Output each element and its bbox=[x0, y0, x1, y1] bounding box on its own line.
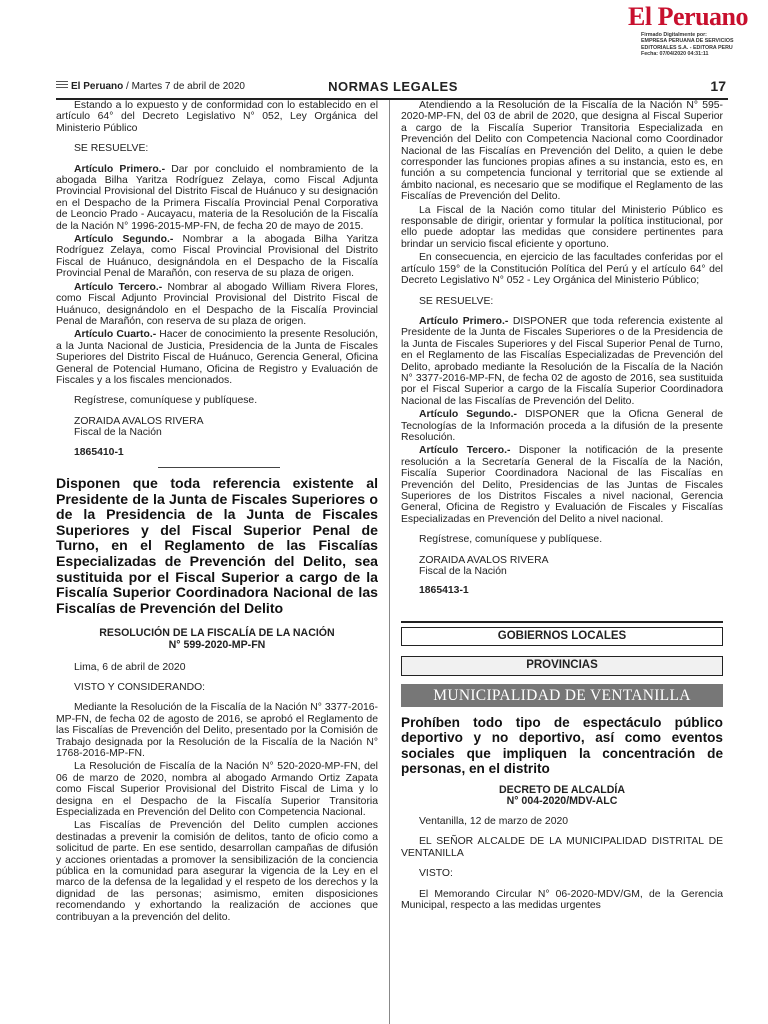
subsection-provincias: PROVINCIAS bbox=[401, 656, 723, 675]
article-text: Nombrar a la abogada Bilha Yaritza Rodríguez Zelaya, como Fiscal Provincial Provisional del Distrito Fiscal de Huánuco, designándola en el Despacho de la Fiscalía Provincial Penal de Marañón, con reserva de su plaza de origen. bbox=[56, 234, 378, 280]
article-text: DISPONER que toda referencia existente al Presidente de la Junta de Fiscales Superiores o de la Presidencia de la Junta de Fiscales Superiores y del Fiscal Superior Penal de Turno, en el Reglamento de las Fiscalías Especializadas de Prevención del Delito, aprobado mediante la Resolución de la Fiscalía de la Nación N° 3377-2016-MP-FN, de fecha 02 de agosto de 2016, sea sustituida por el Fiscal Superior a cargo de la Fiscalía Superior Coordinadora Nacional de las Fiscalías de Prevención del Delito. bbox=[401, 315, 723, 407]
decree-number: N° 004-2020/MDV-ALC bbox=[506, 795, 618, 808]
signer-title: Fiscal de la Nación bbox=[74, 427, 162, 439]
resuelve-label: SE RESUELVE: bbox=[74, 143, 149, 155]
article-label: Artículo Primero.- bbox=[74, 163, 166, 175]
left-column bbox=[56, 100, 378, 1024]
section-title: NORMAS LEGALES bbox=[328, 79, 458, 94]
right-column bbox=[401, 100, 723, 1024]
paragraph: En consecuencia, en ejercicio de las facultades conferidas por el artículo 159° de la Constitución Política del Perú y el artículo 64° del Decreto Legislativo N° 052 - Ley Orgánica del Ministerio Público; bbox=[401, 252, 723, 287]
visto-label: VISTO Y CONSIDERANDO: bbox=[74, 681, 206, 693]
article-text: Hacer de conocimiento la presente Resolución, a la Junta Nacional de Justicia, Presidencia de la Junta de Fiscales Superiores del Distrito Fiscal de Huánuco, Gerencia General, Oficina General de Potencial Humano, Oficina de Registro y Evaluación de Fiscales y a los fiscales mencionados. bbox=[56, 329, 378, 386]
article-label: Artículo Cuarto.- bbox=[74, 329, 157, 341]
article-4 bbox=[56, 329, 378, 386]
article-label: Artículo Tercero.- bbox=[419, 445, 511, 457]
column-divider bbox=[389, 100, 390, 1024]
signer-title: Fiscal de la Nación bbox=[419, 566, 507, 578]
article-label: Artículo Segundo.- bbox=[419, 409, 518, 421]
article-headline: Disponen que toda referencia existente al Presidente de la Junta de Fiscales Superiores o de la Presidencia de la Junta de Fiscales Superiores y del Fiscal Superior Penal de Turno, en el Reglamento de las Fiscalías Especializadas de Prevención del Delito, sea sustituida por el Fiscal Superior a cargo de la Fiscalía Superior Coordinadora Nacional de las Fiscalías de Prevención del Delito bbox=[56, 474, 378, 616]
registrese: Regístrese, comuníquese y publíquese. bbox=[74, 395, 258, 407]
page-number: 17 bbox=[710, 78, 726, 94]
alcalde-line: EL SEÑOR ALCALDE DE LA MUNICIPALIDAD DISTRITAL DE VENTANILLA bbox=[401, 836, 723, 859]
paragraph: La Fiscal de la Nación como titular del Ministerio Público es responsable de dirigir, orientar y formular la política institucional, por ello puede adoptar las medidas que considere pertinentes para brindar un servicio fiscal eficiente y oportuno. bbox=[401, 204, 723, 250]
article-text: Nombrar al abogado William Rivera Flores, como Fiscal Adjunto Provincial Provisional del Distrito Fiscal de Huánuco, designándolo en el Despacho de la Fiscalía Provincial Penal de Marañón, con reserva de su plaza de origen. bbox=[56, 281, 378, 327]
paragraph: Las Fiscalías de Prevención del Delito cumplen acciones destinadas a prevenir la comisión de delitos, tanto de oficio como a solicitud de parte. En ese sentido, desarrollan campañas de difusión y acciones orientadas a promover la sensibilización de la conciencia pública en la comunidad para asegurar la vigencia de la Ley en el marco de la defensa de la legalidad y el respeto de los derechos y la dignidad de las personas; asimismo, emiten disposiciones recomendando y exhortando la realización de acciones que contribuyan a la prevención del delito. bbox=[56, 820, 378, 923]
running-header-paper bbox=[56, 81, 245, 92]
article-2 bbox=[56, 234, 378, 280]
article-2 bbox=[401, 409, 723, 443]
resolution-title bbox=[56, 628, 378, 651]
separator-line bbox=[158, 467, 280, 468]
article-text: Dar por concluido el nombramiento de la abogada Bilha Yaritza Rodríguez Zelaya, como Fiscal Adjunta Provincial Provisional del Distrito Fiscal de Huánuco y su designación en el Despacho de la Primera Fiscalía Provincial Penal Corporativa de Leoncio Prado - Aucayacu, materia de la Resolución de la Fiscalía de la Nación N° 1996-2015-MP-FN, de fecha 20 de mayo de 2015. bbox=[56, 163, 378, 232]
visto-label: VISTO: bbox=[419, 868, 453, 880]
resolution-number: N° 599-2020-MP-FN bbox=[168, 638, 266, 651]
sign-line: Fecha: 07/04/2020 04:31:11 bbox=[641, 51, 709, 58]
institution-banner: MUNICIPALIDAD DE VENTANILLA bbox=[401, 684, 723, 707]
running-header bbox=[56, 78, 728, 100]
paragraph: La Resolución de Fiscalía de la Nación N° 520-2020-MP-FN, del 06 de marzo de 2020, nombra al abogado Armando Ortiz Zapata como Fiscal Superior Provisional del Distrito Fiscal de Lima y lo designa en el Despacho de la Fiscalía Superior Transitoria Especializada en Prevención del Delito con Competencia Nacional. bbox=[56, 761, 378, 818]
sign-line: Firmado Digitalmente por: bbox=[641, 32, 707, 38]
article-label: Artículo Tercero.- bbox=[74, 281, 163, 293]
article-1 bbox=[401, 316, 723, 407]
digital-signature-box bbox=[641, 32, 765, 58]
publication-number: 1865410-1 bbox=[74, 446, 124, 458]
masthead bbox=[0, 0, 768, 76]
resolution-title-line: RESOLUCIÓN DE LA FISCALÍA DE LA NACIÓN bbox=[99, 627, 335, 640]
decree-title bbox=[401, 785, 723, 808]
paper-name: El Peruano bbox=[71, 81, 124, 92]
newspaper-icon bbox=[56, 81, 68, 90]
publication-number: 1865413-1 bbox=[419, 585, 469, 597]
decree-title-line: DECRETO DE ALCALDÍA bbox=[499, 783, 625, 796]
signer-name: ZORAIDA AVALOS RIVERA bbox=[74, 415, 204, 427]
paragraph: Estando a lo expuesto y de conformidad con lo establecido en el artículo 64° del Decreto Legislativo N° 052, Ley Orgánica del Ministerio Público bbox=[56, 100, 378, 134]
article-label: Artículo Segundo.- bbox=[74, 234, 174, 246]
registrese: Regístrese, comuníquese y publíquese. bbox=[419, 534, 603, 546]
signer-name: ZORAIDA AVALOS RIVERA bbox=[419, 554, 549, 566]
article-1 bbox=[56, 164, 378, 232]
article-headline: Prohíben todo tipo de espectáculo público deportivo y no deportivo, así como eventos sociales que impliquen la concentración de personas, en el distrito bbox=[401, 715, 723, 777]
place-date: Lima, 6 de abril de 2020 bbox=[74, 661, 186, 673]
article-3 bbox=[56, 282, 378, 328]
article-text: DISPONER que la Oficna General de Tecnologías de la Información proceda a la difusión de la presente Resolución. bbox=[401, 409, 723, 443]
paragraph: Atendiendo a la Resolución de la Fiscalía de la Nación N° 595-2020-MP-FN, del 03 de abril de 2020, que designa al Fiscal Superior a cargo de la Fiscalía Superior Transitoria Especializada en Prevención del Delito con Competencia Nacional como Coordinador Nacional de las Fiscalías en Prevención del Delito, a quien le debe corresponder las funciones propias afines a su instancia, esto es, en función a su competencia funcional y territorial que se extiende al ámbito nacional, es necesario que se modifique el Reglamento de las Fiscalías de Prevención del Delito. bbox=[401, 100, 723, 203]
section-divider bbox=[401, 621, 723, 646]
article-3 bbox=[401, 445, 723, 525]
section-gobiernos-locales: GOBIERNOS LOCALES bbox=[401, 627, 723, 646]
paragraph: El Memorando Circular N° 06-2020-MDV/GM, de la Gerencia Municipal, respecto a las medidas urgentes bbox=[401, 888, 723, 911]
article-label: Artículo Primero.- bbox=[419, 315, 509, 327]
resuelve-label: SE RESUELVE: bbox=[419, 295, 494, 307]
sign-line: EDITORIALES S.A. - EDITORA PERU bbox=[641, 44, 733, 51]
issue-date: / Martes 7 de abril de 2020 bbox=[126, 81, 245, 92]
sign-line: EMPRESA PERUANA DE SERVICIOS bbox=[641, 38, 734, 45]
place-date: Ventanilla, 12 de marzo de 2020 bbox=[419, 815, 569, 827]
article-text: Disponer la notificación de la presente resolución a la Secretaría General de la Fiscalía de la Nación, Fiscalía Superior Coordinadora Nacional de las Fiscalías en Prevención del Delito, Presidencias de las Juntas de Fiscales Superiores de los Distritos Fiscales a nivel nacional, Gerencia General, Oficina de Registro y Evaluación de Fiscales y Fiscalías Especializadas en Prevención del Delito a nivel nacional. bbox=[401, 445, 723, 525]
el-peruano-logo: El Peruano bbox=[628, 2, 748, 31]
paragraph: Mediante la Resolución de la Fiscalía de la Nación N° 3377-2016-MP-FN, de fecha 02 de agosto de 2016, se aprobó el Reglamento de las Fiscalías de Prevención del Delito, presentado por la Comisión de Trabajo designada por la Resolución de la Fiscalía de la Nación N° 1768-2016-MP-FN. bbox=[56, 702, 378, 759]
